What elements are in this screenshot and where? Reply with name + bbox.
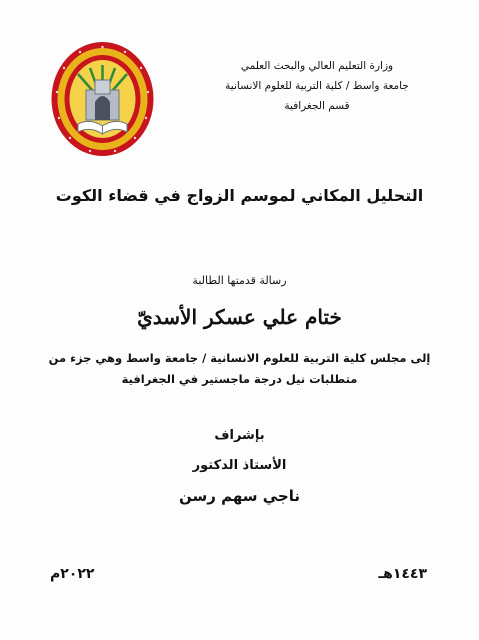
department-line: قسم الجغرافية [284,100,350,112]
institution-header [207,56,427,116]
supervisor-title: الأستاذ الدكتور [192,458,287,473]
ministry-line: وزارة التعليم العالي والبحث العلمي [240,60,394,72]
submitted-by-label: رسالة قدمتها الطالبة [192,274,287,287]
student-name: ختام علي عسكر الأسديّ [137,305,342,329]
supervisor-name: ناجي سهم رسن [179,487,300,505]
thesis-title: التحليل المكاني لموسم الزواج في قضاء الكوت [55,186,424,205]
hijri-date: ١٤٤٣هـ [378,566,427,582]
university-college-line: جامعة واسط / كلية التربية للعلوم الانسانية [225,80,409,92]
description-line: متطلبات نيل درجة ماجستير في الجغرافية [121,372,358,386]
description-line: إلى مجلس كلية التربية للعلوم الانسانية / جامعة واسط وهي جزء من [48,351,431,365]
thesis-description [0,348,479,390]
supervision-label: بإشراف [214,428,265,443]
university-seal-logo [50,40,155,158]
gregorian-date: ٢٠٢٢م [50,566,95,582]
